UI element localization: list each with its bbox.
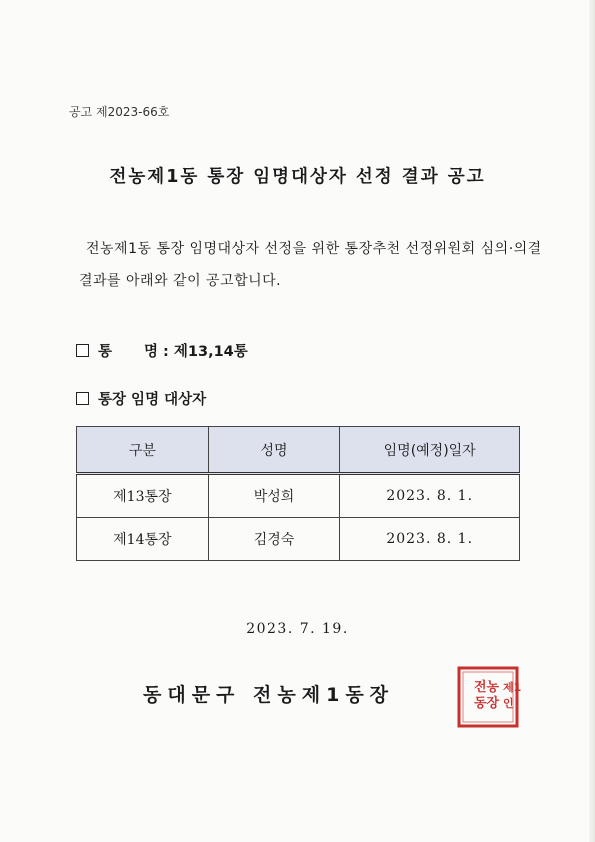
svg-text:동장: 동장	[474, 696, 500, 711]
page-title: 전농제1동 통장 임명대상자 선정 결과 공고	[109, 167, 486, 187]
cell-name: 김경숙	[208, 518, 340, 561]
svg-text:전농: 전농	[474, 680, 500, 695]
cell-title: 제14통장	[77, 518, 209, 561]
cell-date: 2023. 8. 1.	[340, 518, 520, 561]
notice-body	[79, 233, 549, 297]
issuer-name: 동대문구 전농제1동장	[143, 684, 395, 706]
checkbox-square-icon	[76, 344, 89, 357]
cell-title: 제13통장	[77, 474, 209, 518]
appointee-table	[76, 426, 520, 561]
tong-item	[76, 340, 248, 361]
tong-value: 명 : 제13,14통	[144, 344, 248, 360]
official-seal-icon	[457, 666, 522, 728]
table-header-row	[77, 427, 520, 474]
column-header-name: 성명	[208, 427, 340, 474]
tong-label: 통	[98, 344, 113, 360]
svg-text:인: 인	[503, 697, 514, 710]
cell-date: 2023. 8. 1.	[340, 474, 520, 518]
notice-body-text: 전농제1동 통장 임명대상자 선정을 위한 통장추천 선정위원회 심의·의결 결과를 아래와 같이 공고합니다.	[79, 241, 542, 289]
table-row	[77, 474, 520, 518]
svg-text:제1: 제1	[503, 681, 522, 694]
table-row	[77, 518, 520, 561]
appointees-heading-text: 통장 임명 대상자	[98, 392, 207, 408]
checkbox-square-icon	[76, 392, 89, 405]
issue-date: 2023. 7. 19.	[246, 621, 349, 637]
column-header-category: 구분	[77, 427, 209, 474]
column-header-date: 임명(예정)일자	[340, 427, 520, 474]
scan-edge	[589, 0, 595, 842]
cell-name: 박성희	[208, 474, 340, 518]
notice-number: 공고 제2023-66호	[69, 105, 170, 119]
appointees-heading	[76, 388, 206, 409]
